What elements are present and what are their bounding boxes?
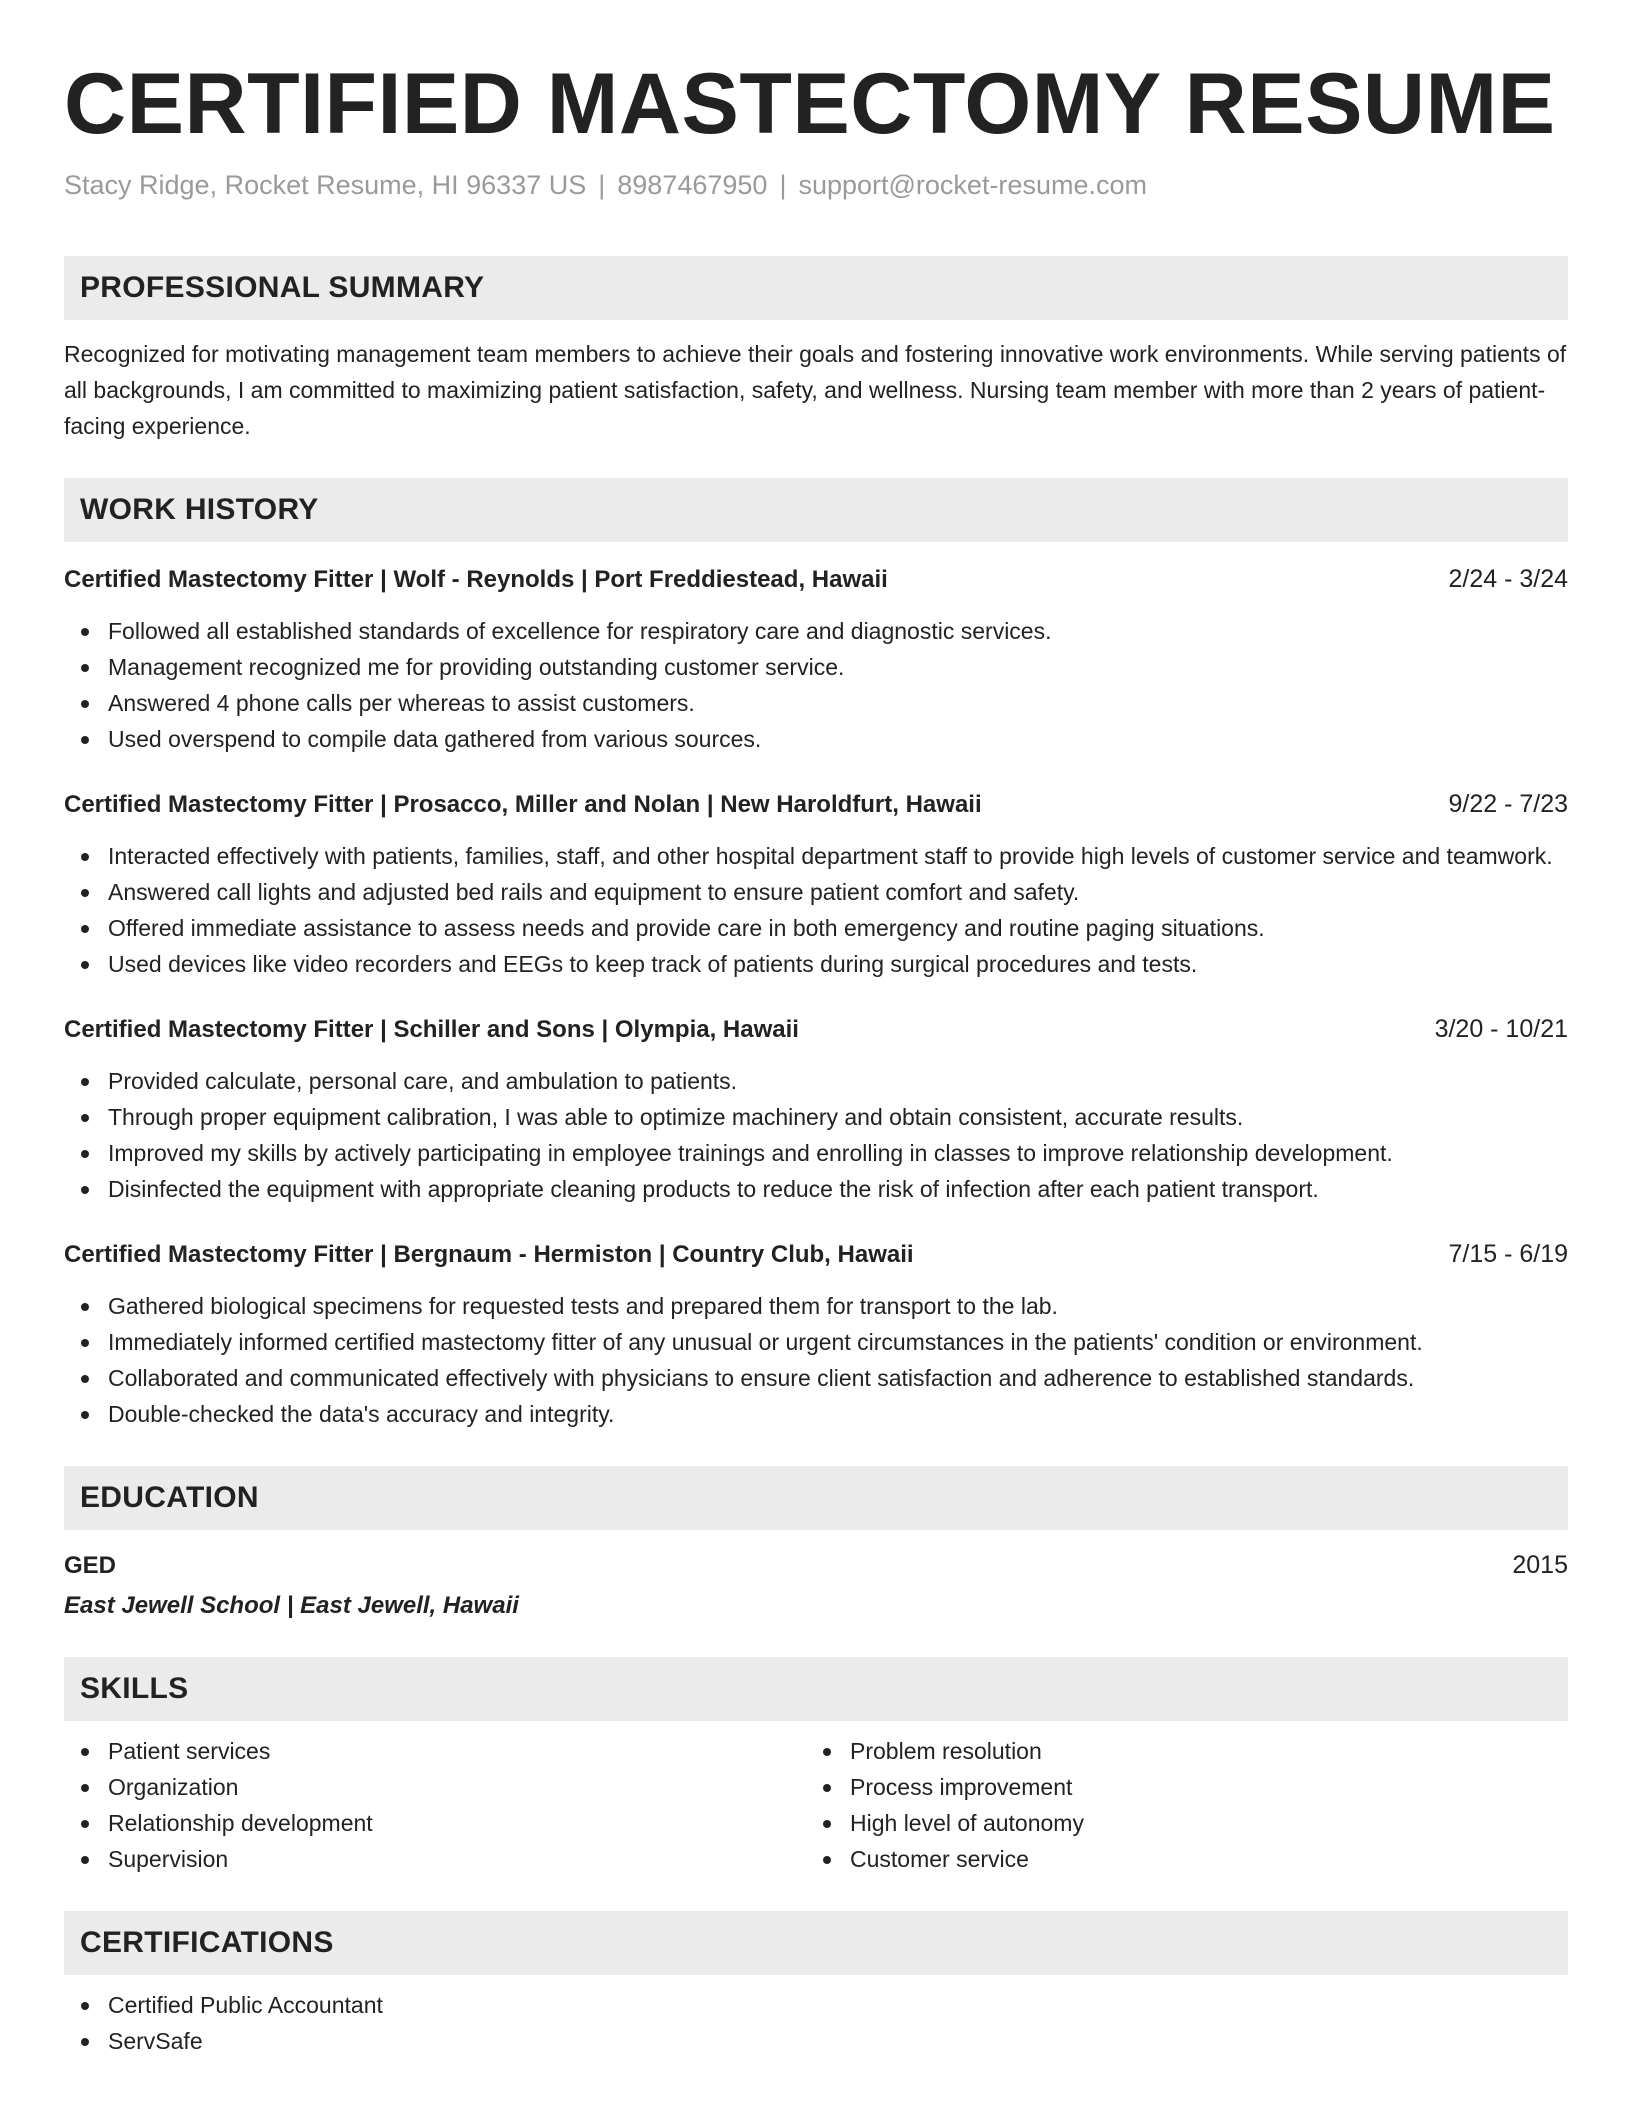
job-bullet: Provided calculate, personal care, and ambulation to patients. [108, 1063, 1568, 1099]
job-dates: 2/24 - 3/24 [1448, 565, 1568, 593]
job-title: Certified Mastectomy Fitter | Bergnaum - Hermiston | Country Club, Hawaii [64, 1241, 914, 1268]
education-row [64, 1548, 1568, 1583]
job-bullet: Through proper equipment calibration, I was able to optimize machinery and obtain consistent, accurate results. [108, 1099, 1568, 1135]
contact-line [64, 168, 1568, 202]
section-header-skills: SKILLS [64, 1657, 1568, 1721]
certifications-list [64, 1987, 1568, 2059]
job-bullet: Used overspend to compile data gathered from various sources. [108, 721, 1568, 757]
certification-item: ServSafe [108, 2023, 1568, 2059]
job-bullet: Improved my skills by actively participating in employee trainings and enrolling in classes to improve relationship development. [108, 1135, 1568, 1171]
section-header-work-history: WORK HISTORY [64, 478, 1568, 542]
contact-phone: 8987467950 [617, 170, 768, 200]
job-bullet: Followed all established standards of excellence for respiratory care and diagnostic services. [108, 613, 1568, 649]
skill-item: Organization [108, 1769, 806, 1805]
resume-title: CERTIFIED MASTECTOMY RESUME [64, 56, 1556, 152]
job-bullet: Interacted effectively with patients, families, staff, and other hospital department staff to provide high levels of customer service and teamwork. [108, 838, 1568, 874]
contact-separator: | [779, 170, 787, 200]
skills-grid [64, 1733, 1568, 1877]
job-title: Certified Mastectomy Fitter | Wolf - Reynolds | Port Freddiestead, Hawaii [64, 566, 888, 593]
skill-item: Customer service [850, 1841, 1548, 1877]
section-header-summary: PROFESSIONAL SUMMARY [64, 256, 1568, 320]
job-bullet: Management recognized me for providing outstanding customer service. [108, 649, 1568, 685]
job-bullet: Collaborated and communicated effectively with physicians to ensure client satisfaction and adherence to established standards. [108, 1360, 1568, 1396]
skill-item: Problem resolution [850, 1733, 1548, 1769]
contact-separator: | [598, 170, 606, 200]
skill-item: High level of autonomy [850, 1805, 1548, 1841]
skill-item: Supervision [108, 1841, 806, 1877]
job-entry [64, 1237, 1568, 1432]
job-entry [64, 1012, 1568, 1207]
job-dates: 3/20 - 10/21 [1434, 1015, 1568, 1043]
job-bullet: Offered immediate assistance to assess needs and provide care in both emergency and routine paging situations. [108, 910, 1568, 946]
skills-column-left [64, 1733, 806, 1877]
contact-email: support@rocket-resume.com [798, 170, 1147, 200]
certification-item: Certified Public Accountant [108, 1987, 1568, 2023]
job-bullets [64, 613, 1568, 757]
skill-item: Process improvement [850, 1769, 1548, 1805]
education-school: East Jewell School | East Jewell, Hawaii [64, 1592, 519, 1619]
job-bullets [64, 1063, 1568, 1207]
job-dates: 9/22 - 7/23 [1448, 790, 1568, 818]
job-entry [64, 562, 1568, 757]
job-bullet: Double-checked the data's accuracy and integrity. [108, 1396, 1568, 1432]
job-title-row [64, 787, 1568, 822]
job-bullet: Used devices like video recorders and EEGs to keep track of patients during surgical procedures and tests. [108, 946, 1568, 982]
skill-item: Patient services [108, 1733, 806, 1769]
job-bullet: Disinfected the equipment with appropriate cleaning products to reduce the risk of infection after each patient transport. [108, 1171, 1568, 1207]
contact-address: Stacy Ridge, Rocket Resume, HI 96337 US [64, 170, 587, 200]
job-bullet: Immediately informed certified mastectomy fitter of any unusual or urgent circumstances in the patients' condition or environment. [108, 1324, 1568, 1360]
education-year: 2015 [1512, 1551, 1568, 1579]
job-title-row [64, 1237, 1568, 1272]
summary-text: Recognized for motivating management team members to achieve their goals and fostering innovative work environments. While serving patients of all backgrounds, I am committed to maximizing patient satisfaction, safety, and wellness. Nursing team member with more than 2 years of patient-facing experience. [64, 341, 1567, 439]
job-title-row [64, 1012, 1568, 1047]
job-entry [64, 787, 1568, 982]
job-bullet: Answered 4 phone calls per whereas to assist customers. [108, 685, 1568, 721]
job-title-row [64, 562, 1568, 597]
education-degree: GED [64, 1552, 117, 1579]
job-bullet: Answered call lights and adjusted bed rails and equipment to ensure patient comfort and safety. [108, 874, 1568, 910]
section-header-education: EDUCATION [64, 1466, 1568, 1530]
job-title: Certified Mastectomy Fitter | Prosacco, Miller and Nolan | New Haroldfurt, Hawaii [64, 791, 982, 818]
job-bullets [64, 1288, 1568, 1432]
skill-item: Relationship development [108, 1805, 806, 1841]
job-bullets [64, 838, 1568, 982]
section-header-certifications: CERTIFICATIONS [64, 1911, 1568, 1975]
job-title: Certified Mastectomy Fitter | Schiller and Sons | Olympia, Hawaii [64, 1016, 799, 1043]
skills-column-right [806, 1733, 1548, 1877]
resume-page [64, 0, 1568, 2059]
job-bullet: Gathered biological specimens for requested tests and prepared them for transport to the lab. [108, 1288, 1568, 1324]
job-dates: 7/15 - 6/19 [1448, 1240, 1568, 1268]
